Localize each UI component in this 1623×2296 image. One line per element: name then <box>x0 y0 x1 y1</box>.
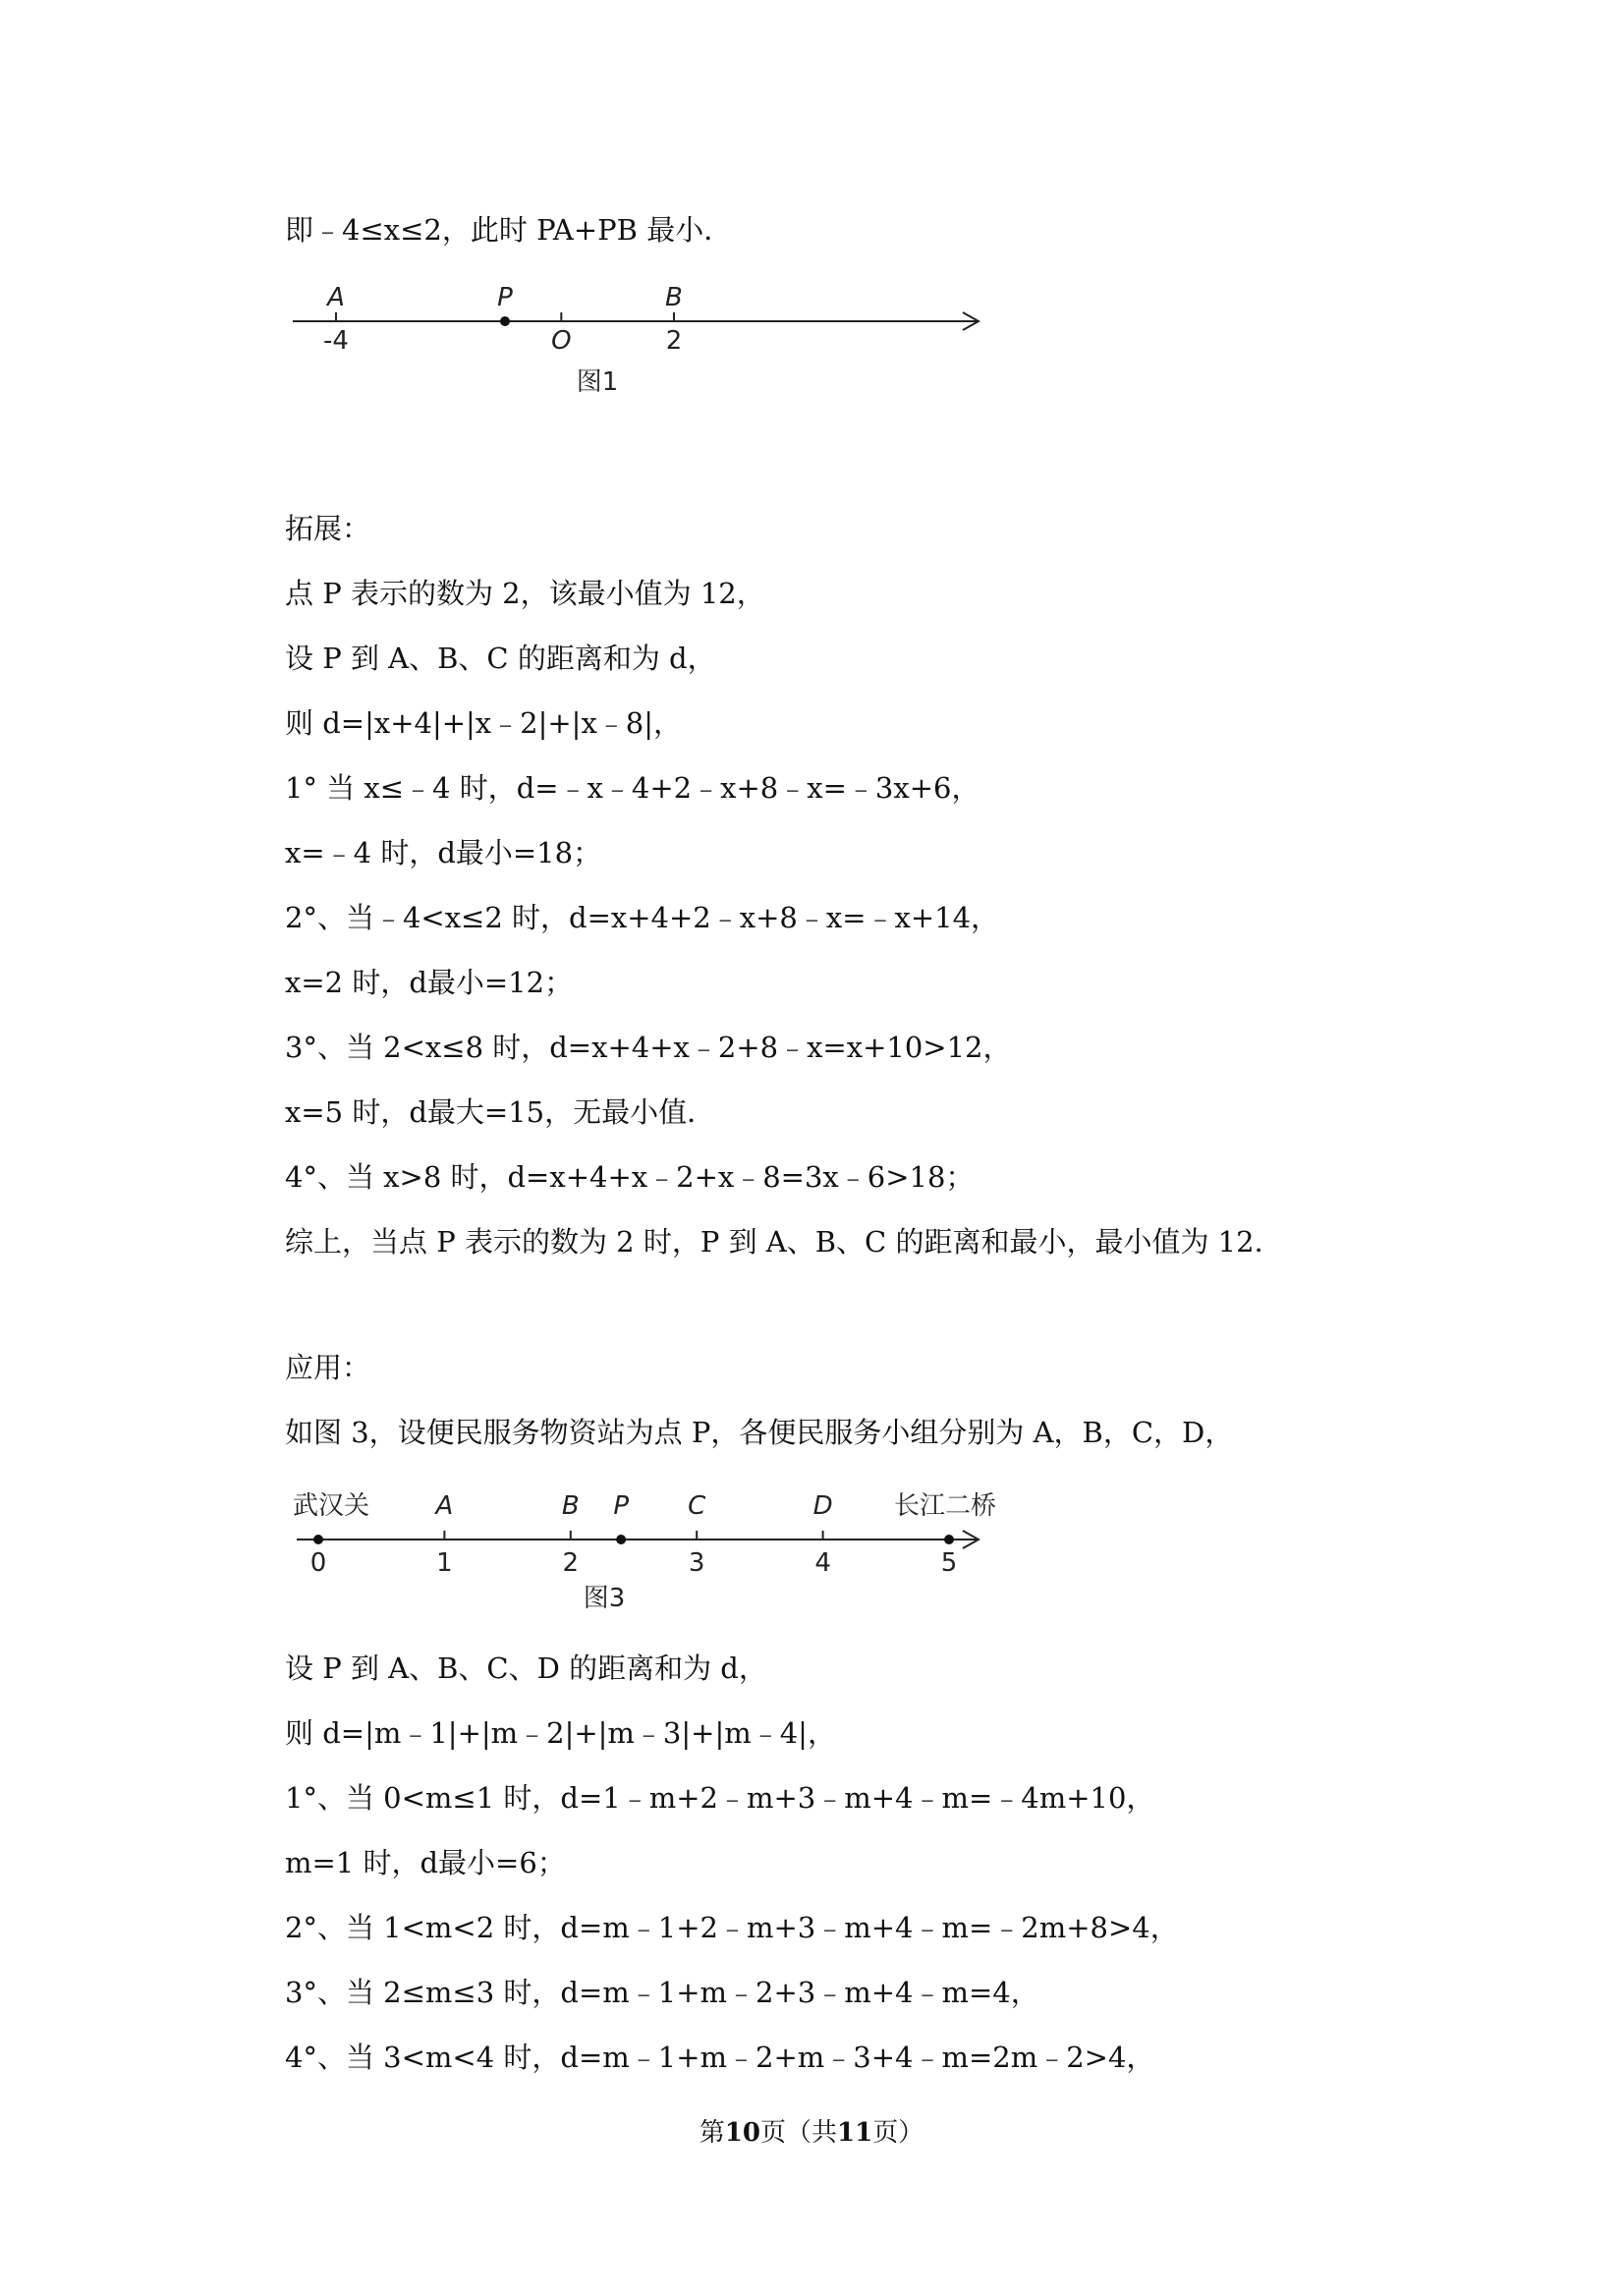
text-line: 即﹣4≤x≤2，此时 PA+PB 最小． <box>285 213 733 247</box>
point-label: B <box>665 283 683 312</box>
text-line: 则 d=|m﹣1|+|m﹣2|+|m﹣3|+|m﹣4|， <box>285 1716 836 1750</box>
tick-label: 1 <box>436 1548 453 1578</box>
tick-label: 2 <box>562 1548 580 1578</box>
text-line: 2°、当 1<m<2 时，d=m﹣1+2﹣m+3﹣m+4﹣m=﹣2m+8>4， <box>285 1911 1179 1944</box>
page-footer <box>0 2112 1623 2149</box>
point-dot <box>944 1535 954 1544</box>
text-line: 综上，当点 P 表示的数为 2 时，P 到 A、B、C 的距离和最小，最小值为 12． <box>285 1225 1283 1259</box>
number-line-3-svg <box>285 1479 1012 1636</box>
point-dot <box>500 316 510 326</box>
number-line-figure-3 <box>285 1479 1012 1636</box>
footer-page-number: 10 <box>724 2118 760 2148</box>
figure-caption: 图3 <box>583 1584 626 1613</box>
text-line: x=2 时，d最小=12； <box>285 966 574 999</box>
text-line: 3°、当 2<x≤8 时，d=x+4+x﹣2+8﹣x=x+10>12， <box>285 1031 1012 1064</box>
point-label: D <box>812 1491 833 1521</box>
text-line: 1°、当 0<m≤1 时，d=1﹣m+2﹣m+3﹣m+4﹣m=﹣4m+10， <box>285 1781 1155 1815</box>
point-label: A <box>327 283 345 312</box>
number-line-1-svg <box>285 270 992 418</box>
point-label: C <box>688 1491 706 1521</box>
point-label: A <box>435 1491 454 1521</box>
point-label: B <box>561 1491 580 1521</box>
section-heading: 拓展： <box>285 512 371 545</box>
text-line: 如图 3，设便民服务物资站为点 P，各便民服务小组分别为 A，B，C，D， <box>285 1416 1234 1449</box>
text-line: x=﹣4 时，d最小=18； <box>285 836 602 869</box>
tick-label: -4 <box>323 326 349 356</box>
text-line: m=1 时，d最小=6； <box>285 1846 566 1879</box>
tick-label: 3 <box>688 1548 705 1578</box>
right-end-label: 长江二桥 <box>894 1491 997 1521</box>
number-line-figure-1 <box>285 270 992 418</box>
text-line: 点 P 表示的数为 2，该最小值为 12， <box>285 577 765 610</box>
tick-label: 5 <box>940 1548 958 1578</box>
text-line: 4°、当 3<m<4 时，d=m﹣1+m﹣2+m﹣3+4﹣m=2m﹣2>4， <box>285 2041 1155 2074</box>
left-end-label: 武汉关 <box>293 1491 370 1521</box>
text-line: 4°、当 x>8 时，d=x+4+x﹣2+x﹣8=3x﹣6>18； <box>285 1160 975 1194</box>
point-dot <box>313 1535 323 1544</box>
tick-label: 2 <box>665 326 683 356</box>
section-heading: 应用： <box>285 1351 371 1384</box>
text-line: 1° 当 x≤﹣4 时，d=﹣x﹣4+2﹣x+8﹣x=﹣3x+6， <box>285 771 980 805</box>
text-line: 则 d=|x+4|+|x﹣2|+|x﹣8|， <box>285 706 683 740</box>
tick-label: 0 <box>309 1548 327 1578</box>
footer-middle: 页（共 <box>759 2118 837 2148</box>
text-line: x=5 时，d最大=15，无最小值． <box>285 1095 716 1129</box>
text-line: 3°、当 2≤m≤3 时，d=m﹣1+m﹣2+3﹣m+4﹣m=4， <box>285 1976 1039 2009</box>
text-line: 设 P 到 A、B、C、D 的距离和为 d， <box>285 1652 767 1685</box>
text-line: 2°、当﹣4<x≤2 时，d=x+4+2﹣x+8﹣x=﹣x+14， <box>285 901 1000 934</box>
footer-total-pages: 11 <box>837 2118 873 2148</box>
point-label: P <box>497 283 513 312</box>
text-line: 设 P 到 A、B、C 的距离和为 d， <box>285 642 716 675</box>
footer-prefix: 第 <box>699 2118 725 2148</box>
point-dot <box>616 1535 626 1544</box>
tick-label: 4 <box>814 1548 831 1578</box>
point-label: P <box>613 1491 630 1521</box>
figure-caption: 图1 <box>576 367 619 397</box>
point-label: O <box>551 326 572 356</box>
footer-suffix: 页） <box>872 2118 924 2148</box>
